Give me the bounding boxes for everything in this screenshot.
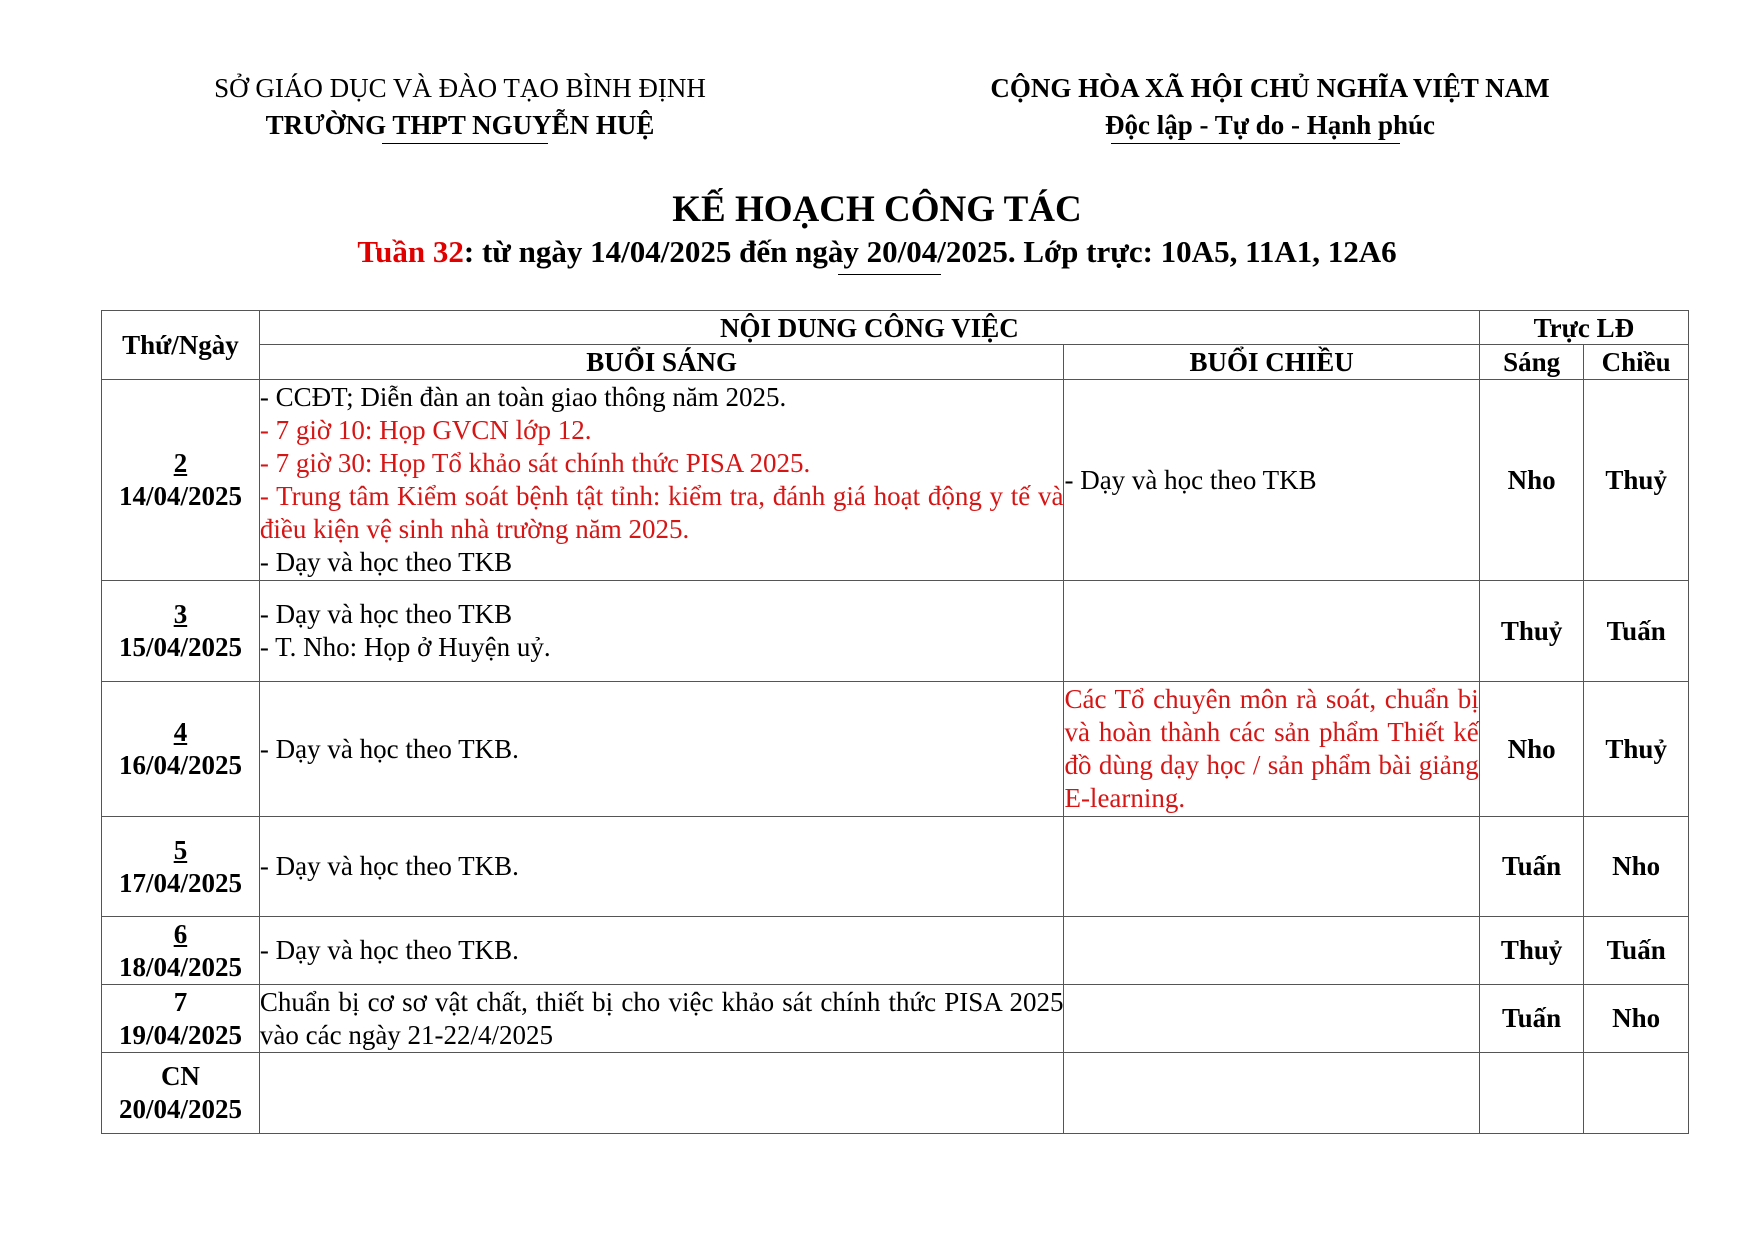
- header-row-1: [102, 311, 1689, 345]
- table-row: [102, 1053, 1689, 1134]
- morning-cell: [259, 682, 1064, 817]
- header-right: [900, 70, 1640, 144]
- afternoon-cell: [1064, 380, 1479, 581]
- motto-underline: [1111, 143, 1400, 144]
- task-line: - Dạy và học theo TKB.: [259, 935, 519, 965]
- duty-afternoon-cell: Thuỷ: [1584, 380, 1689, 581]
- day-date: 15/04/2025: [118, 632, 242, 662]
- day-cell: [102, 985, 260, 1053]
- table-row: [102, 985, 1689, 1053]
- morning-cell: [259, 380, 1064, 581]
- day-cell: [102, 817, 260, 917]
- afternoon-cell: [1064, 682, 1479, 817]
- day-number: 5: [173, 834, 188, 865]
- task-line: - T. Nho: Họp ở Huyện uỷ.: [259, 632, 551, 662]
- table-row: [102, 380, 1689, 581]
- day-number: 2: [173, 448, 188, 478]
- afternoon-cell: [1064, 581, 1479, 682]
- task-line: - Dạy và học theo TKB: [259, 599, 513, 629]
- day-date: 14/04/2025: [118, 481, 242, 511]
- day-number: CN: [160, 1061, 200, 1091]
- table-row: [102, 817, 1689, 917]
- task-line: - Dạy và học theo TKB.: [259, 733, 519, 764]
- day-date: 18/04/2025: [118, 951, 242, 982]
- morning-cell: [259, 985, 1064, 1053]
- content-header: NỘI DUNG CÔNG VIỆC: [259, 311, 1479, 345]
- duty-morning-cell: Thuỷ: [1479, 581, 1584, 682]
- task-line: Chuẩn bị cơ sơ vật chất, thiết bị cho việc khảo sát chính thức PISA 2025 vào các ngày 21-22/4/2025: [259, 986, 1064, 1050]
- morning-cell: [259, 917, 1064, 985]
- page-subtitle: [0, 232, 1754, 272]
- afternoon-cell: [1064, 817, 1479, 917]
- task-line: - Dạy và học theo TKB: [1064, 464, 1317, 495]
- duty-afternoon-header: Chiều: [1584, 345, 1689, 380]
- schedule-table: [101, 310, 1689, 1134]
- duty-afternoon-cell: Nho: [1584, 985, 1689, 1053]
- duty-morning-cell: Nho: [1479, 682, 1584, 817]
- duty-afternoon-cell: Thuỷ: [1584, 682, 1689, 817]
- morning-cell: [259, 1053, 1064, 1134]
- subtitle-underline: [838, 274, 941, 275]
- motto: Độc lập - Tự do - Hạnh phúc: [1104, 110, 1436, 140]
- day-cell: [102, 380, 260, 581]
- school-name: TRƯỜNG THPT NGUYỄN HUỆ: [265, 110, 655, 140]
- day-date: 20/04/2025: [118, 1094, 242, 1124]
- day-cell: [102, 682, 260, 817]
- duty-afternoon-cell: Tuấn: [1584, 581, 1689, 682]
- day-cell: [102, 917, 260, 985]
- duty-morning-cell: Tuấn: [1479, 817, 1584, 917]
- duty-morning-cell: Nho: [1479, 380, 1584, 581]
- task-line: Các Tổ chuyên môn rà soát, chuẩn bị và hoàn thành các sản phẩm Thiết kế đồ dùng dạy học / sản phẩm bài giảng E-learning.: [1064, 684, 1479, 813]
- day-number: 7: [173, 986, 188, 1017]
- afternoon-cell: [1064, 917, 1479, 985]
- day-date: 19/04/2025: [118, 1019, 242, 1050]
- school-name-underline: [382, 143, 548, 144]
- task-line: - Dạy và học theo TKB: [259, 547, 513, 577]
- task-line: - Dạy và học theo TKB.: [259, 851, 519, 881]
- day-cell: [102, 1053, 260, 1134]
- afternoon-cell: [1064, 985, 1479, 1053]
- duty-header: Trực LĐ: [1479, 311, 1688, 345]
- duty-morning-cell: Tuấn: [1479, 985, 1584, 1053]
- duty-morning-cell: [1479, 1053, 1584, 1134]
- header-left: [140, 70, 780, 144]
- country-name: CỘNG HÒA XÃ HỘI CHỦ NGHĨA VIỆT NAM: [990, 73, 1550, 103]
- afternoon-header: BUỔI CHIỀU: [1064, 345, 1479, 380]
- task-line: - CCĐT; Diễn đàn an toàn giao thông năm 2025.: [259, 382, 787, 412]
- duty-morning-cell: Thuỷ: [1479, 917, 1584, 985]
- day-header: Thứ/Ngày: [102, 311, 260, 380]
- week-label: Tuần 32: [357, 234, 464, 269]
- duty-morning-header: Sáng: [1479, 345, 1584, 380]
- week-range: : từ ngày 14/04/2025 đến ngày 20/04/2025. Lớp trực: 10A5, 11A1, 12A6: [463, 234, 1397, 269]
- task-line: - 7 giờ 30: Họp Tổ khảo sát chính thức PISA 2025.: [259, 448, 811, 478]
- day-number: 3: [173, 599, 188, 629]
- task-line: - Trung tâm Kiểm soát bệnh tật tỉnh: kiểm tra, đánh giá hoạt động y tế và điều kiện vệ sinh nhà trường năm 2025.: [259, 481, 1064, 544]
- morning-cell: [259, 581, 1064, 682]
- department-name: SỞ GIÁO DỤC VÀ ĐÀO TẠO BÌNH ĐỊNH: [214, 73, 706, 103]
- morning-header: BUỔI SÁNG: [259, 345, 1064, 380]
- day-date: 17/04/2025: [118, 867, 242, 898]
- afternoon-cell: [1064, 1053, 1479, 1134]
- header-row-2: [102, 345, 1689, 380]
- day-number: 6: [173, 918, 188, 949]
- duty-afternoon-cell: [1584, 1053, 1689, 1134]
- morning-cell: [259, 817, 1064, 917]
- page-title: KẾ HOẠCH CÔNG TÁC: [672, 189, 1082, 230]
- table-row: [102, 917, 1689, 985]
- day-date: 16/04/2025: [118, 750, 242, 780]
- duty-afternoon-cell: Nho: [1584, 817, 1689, 917]
- day-number: 4: [173, 717, 188, 747]
- duty-afternoon-cell: Tuấn: [1584, 917, 1689, 985]
- day-cell: [102, 581, 260, 682]
- table-row: [102, 682, 1689, 817]
- table-row: [102, 581, 1689, 682]
- task-line: - 7 giờ 10: Họp GVCN lớp 12.: [259, 415, 592, 445]
